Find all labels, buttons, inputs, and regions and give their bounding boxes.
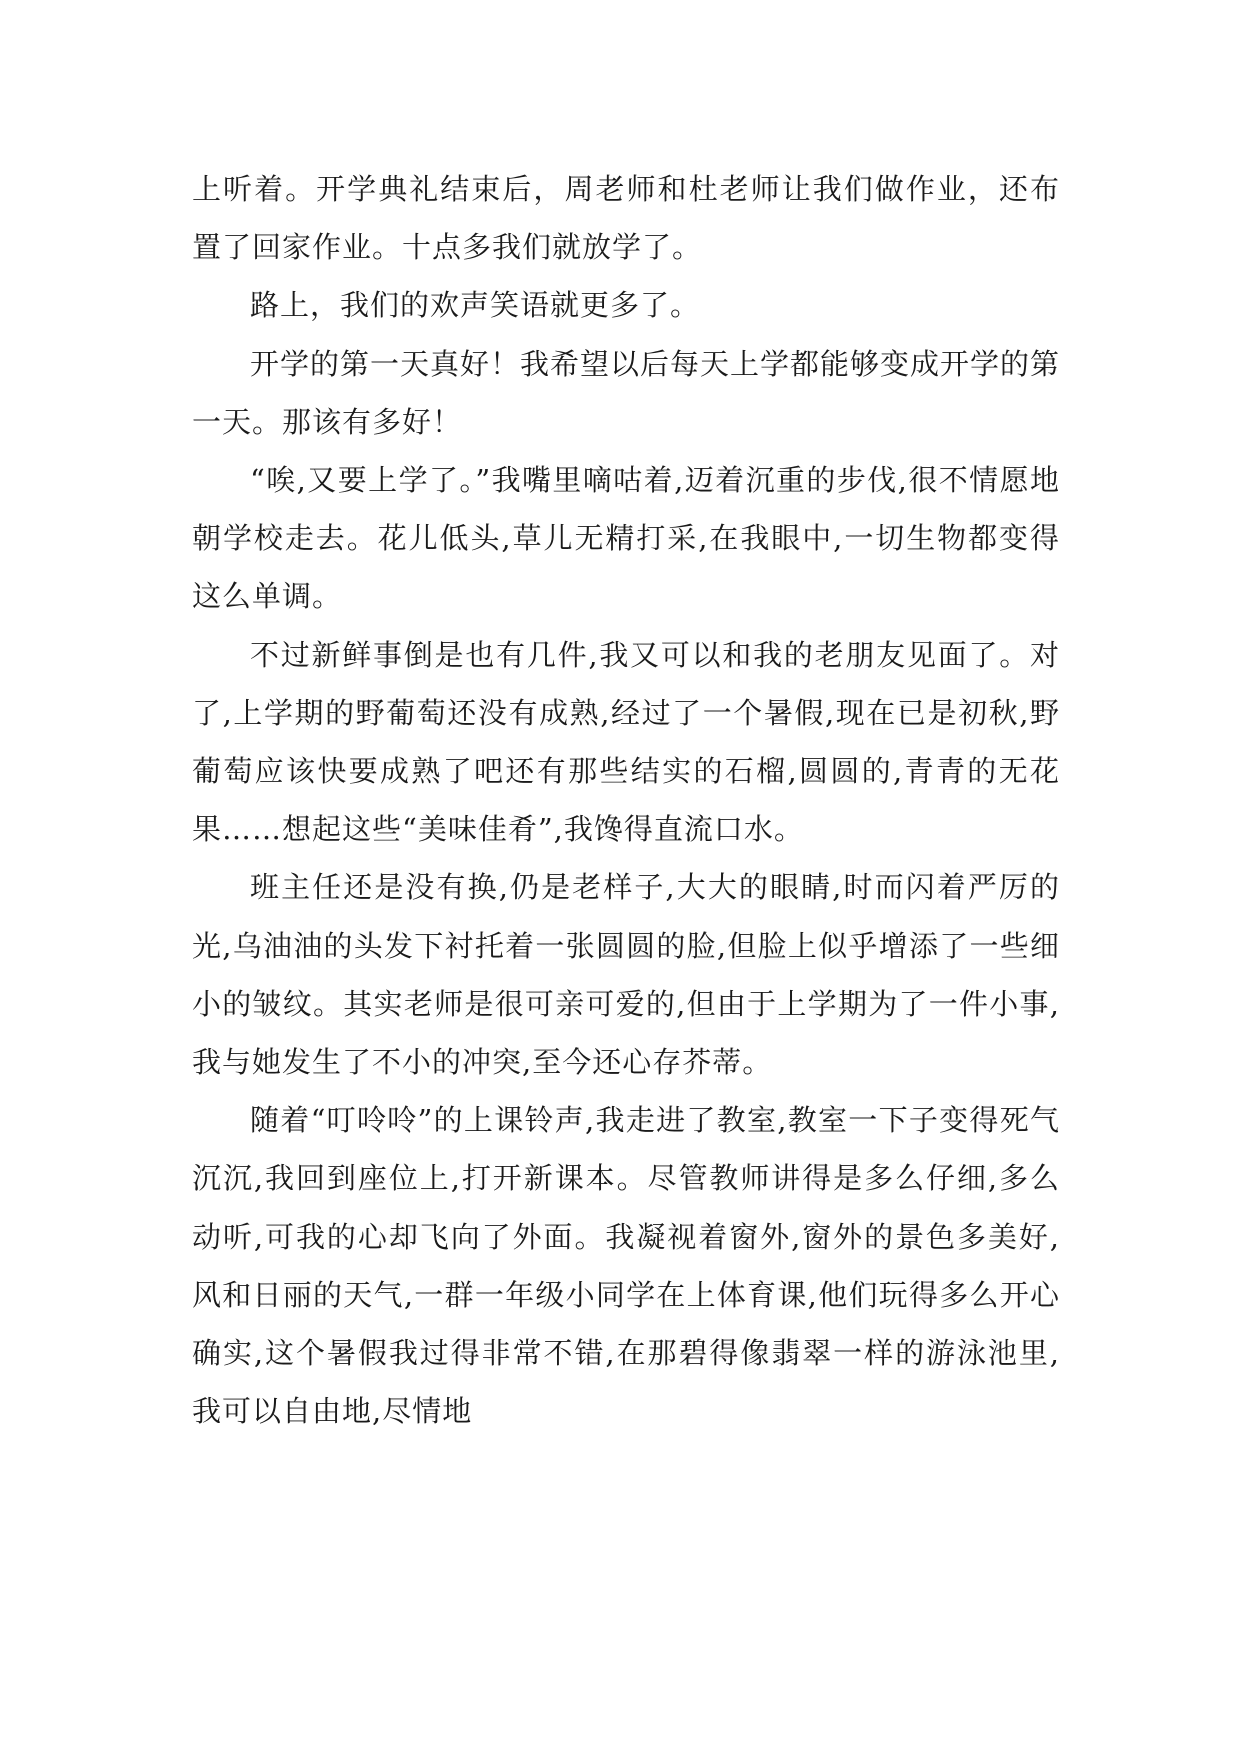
paragraph: 班主任还是没有换,仍是老样子,大大的眼睛,时而闪着严厉的光,乌油油的头发下衬托着一张圆圆的脸,但脸上似乎增添了一些细小的皱纹。其实老师是很可亲可爱的,但由于上学期为了一件小事,我与她发生了不小的冲突,至今还心存芥蒂。 — [192, 870, 1060, 1080]
paragraph: 不过新鲜事倒是也有几件,我又可以和我的老朋友见面了。对了,上学期的野葡萄还没有成熟,经过了一个暑假,现在已是初秋,野葡萄应该快要成熟了吧还有那些结实的石榴,圆圆的,青青的无花果……想起这些“美味佳肴”,我馋得直流口水。 — [192, 637, 1060, 847]
document-body — [192, 160, 1060, 1440]
paragraph: 开学的第一天真好！我希望以后每天上学都能够变成开学的第一天。那该有多好！ — [192, 346, 1061, 439]
paragraph-continued: 上听着。开学典礼结束后，周老师和杜老师让我们做作业，还布置了回家作业。十点多我们就放学了。 — [192, 172, 1060, 265]
paragraph: “唉,又要上学了。”我嘴里嘀咕着,迈着沉重的步伐,很不情愿地朝学校走去。花儿低头,草儿无精打采,在我眼中,一切生物都变得这么单调。 — [192, 463, 1060, 614]
paragraph: 随着“叮呤呤”的上课铃声,我走进了教室,教室一下子变得死气沉沉,我回到座位上,打开新课本。尽管教师讲得是多么仔细,多么动听,可我的心却飞向了外面。我凝视着窗外,窗外的景色多美好,风和日丽的天气,一群一年级小同学在上体育课,他们玩得多么开心确实,这个暑假我过得非常不错,在那碧得像翡翠一样的游泳池里,我可以自由地,尽情地 — [192, 1103, 1060, 1429]
paragraph: 路上，我们的欢声笑语就更多了。 — [250, 288, 701, 323]
